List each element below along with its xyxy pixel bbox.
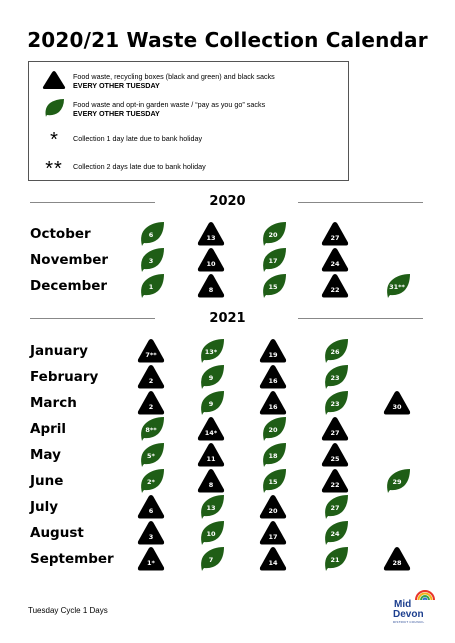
collection-day: 30	[392, 403, 402, 411]
footer-note: Tuesday Cycle 1 Days	[28, 606, 108, 615]
triangle-icon	[259, 494, 287, 520]
collection-day: 17	[268, 533, 278, 541]
collection-day: 2	[148, 377, 154, 385]
leaf-icon	[321, 390, 349, 416]
triangle-icon	[197, 273, 225, 299]
leaf-icon	[259, 247, 287, 273]
page-title: 2020/21 Waste Collection Calendar	[27, 28, 428, 52]
collection-day: 7**	[145, 351, 157, 359]
triangle-icon	[137, 494, 165, 520]
collection-day: 14	[268, 559, 278, 567]
leaf-icon	[197, 494, 225, 520]
leaf-icon	[137, 247, 165, 273]
triangle-icon	[321, 273, 349, 299]
collection-day: 15	[268, 283, 278, 291]
collection-day: 1*	[147, 559, 155, 567]
triangle-icon	[321, 416, 349, 442]
triangle-icon	[321, 221, 349, 247]
month-label: October	[30, 226, 91, 242]
triangle-icon	[137, 390, 165, 416]
leaf-icon	[197, 520, 225, 546]
collection-day: 3	[148, 533, 154, 541]
triangle-icon	[137, 338, 165, 364]
collection-day: 6	[148, 507, 154, 515]
month-label: January	[30, 343, 88, 359]
collection-day: 14*	[204, 429, 218, 437]
leaf-icon	[259, 416, 287, 442]
collection-day: 20	[268, 507, 278, 515]
triangle-icon	[137, 364, 165, 390]
collection-day: 9	[208, 374, 214, 382]
leaf-icon	[37, 98, 71, 122]
triangle-icon	[259, 338, 287, 364]
collection-day: 8	[208, 481, 214, 489]
collection-day: 13	[206, 504, 216, 512]
triangle-icon	[197, 416, 225, 442]
collection-day: 27	[330, 429, 340, 437]
collection-day: 15	[268, 478, 278, 486]
triangle-icon	[197, 442, 225, 468]
collection-day: 10	[206, 530, 216, 538]
collection-day: 8**	[145, 426, 157, 434]
month-label: September	[30, 551, 114, 567]
collection-day: 11	[206, 455, 216, 463]
collection-day: 20	[268, 231, 278, 239]
leaf-icon	[259, 221, 287, 247]
leaf-icon	[321, 338, 349, 364]
leaf-icon	[137, 273, 165, 299]
triangle-icon	[383, 390, 411, 416]
collection-day: 23	[330, 400, 340, 408]
collection-day: 24	[330, 530, 340, 538]
collection-day: 27	[330, 504, 340, 512]
collection-day: 9	[208, 400, 214, 408]
collection-day: 22	[330, 286, 340, 294]
collection-day: 22	[330, 481, 340, 489]
collection-day: 25	[330, 455, 340, 463]
triangle-icon	[321, 442, 349, 468]
leaf-icon	[137, 221, 165, 247]
leaf-icon	[259, 273, 287, 299]
collection-day: 26	[330, 348, 340, 356]
leaf-icon	[259, 468, 287, 494]
triangle-icon	[321, 247, 349, 273]
collection-day: 2	[148, 403, 154, 411]
triangle-icon	[137, 520, 165, 546]
legend-text-triangle: Food waste, recycling boxes (black and green) and black sacks EVERY OTHER TUESDAY	[73, 72, 275, 90]
collection-day: 3	[148, 257, 154, 265]
collection-day: 6	[148, 231, 154, 239]
collection-day: 21	[330, 556, 340, 564]
triangle-icon	[259, 546, 287, 572]
triangle-icon	[137, 546, 165, 572]
leaf-icon	[321, 494, 349, 520]
triangle-icon	[197, 247, 225, 273]
month-label: July	[30, 499, 59, 515]
collection-day: 24	[330, 260, 340, 268]
collection-day: 5*	[147, 452, 155, 460]
leaf-icon	[383, 468, 411, 494]
collection-day: 19	[268, 351, 278, 359]
leaf-icon	[197, 338, 225, 364]
collection-day: 8	[208, 286, 214, 294]
collection-day: 20	[268, 426, 278, 434]
triangle-icon	[259, 520, 287, 546]
month-label: June	[30, 473, 64, 489]
asterisk-icon: *	[50, 129, 58, 151]
leaf-icon	[321, 520, 349, 546]
rainbow-icon	[414, 588, 436, 600]
leaf-icon	[197, 546, 225, 572]
collection-day: 31**	[389, 283, 405, 291]
collection-day: 29	[392, 478, 402, 486]
double-asterisk-icon: **	[45, 158, 63, 180]
collection-day: 28	[392, 559, 402, 567]
legend-text-single-asterisk: Collection 1 day late due to bank holiday	[73, 134, 203, 143]
leaf-icon	[197, 364, 225, 390]
collection-day: 27	[330, 234, 340, 242]
month-label: November	[30, 252, 109, 268]
month-label: December	[30, 278, 108, 294]
divider	[298, 318, 423, 319]
leaf-icon	[259, 442, 287, 468]
month-label: March	[30, 395, 77, 411]
legend-text-leaf: Food waste and opt-in garden waste / “pay as you go” sacks EVERY OTHER TUESDAY	[73, 100, 266, 118]
legend-box	[28, 61, 349, 181]
leaf-icon	[383, 273, 411, 299]
collection-day: 13	[206, 234, 216, 242]
collection-day: 10	[206, 260, 216, 268]
collection-day: 16	[268, 377, 278, 385]
year-heading-2021: 2021	[209, 311, 246, 326]
collection-day: 18	[268, 452, 278, 460]
collection-day: 16	[268, 403, 278, 411]
leaf-icon	[321, 546, 349, 572]
triangle-icon	[37, 70, 71, 94]
month-label: April	[30, 421, 67, 437]
collection-day: 1	[148, 283, 154, 291]
leaf-icon	[321, 364, 349, 390]
month-label: May	[30, 447, 61, 463]
divider	[298, 202, 423, 203]
leaf-icon	[137, 416, 165, 442]
triangle-icon	[259, 364, 287, 390]
triangle-icon	[197, 221, 225, 247]
collection-day: 23	[330, 374, 340, 382]
triangle-icon	[321, 468, 349, 494]
collection-day: 2*	[147, 478, 155, 486]
collection-day: 7	[208, 556, 214, 564]
council-logo: Mid Devon DISTRICT COUNCIL	[390, 588, 440, 624]
leaf-icon	[197, 390, 225, 416]
collection-day: 13*	[204, 348, 218, 356]
triangle-icon	[383, 546, 411, 572]
year-heading-2020: 2020	[209, 194, 246, 209]
leaf-icon	[137, 442, 165, 468]
month-label: August	[30, 525, 84, 541]
leaf-icon	[137, 468, 165, 494]
collection-day: 17	[268, 257, 278, 265]
legend-text-double-asterisk: Collection 2 days late due to bank holiday	[73, 162, 206, 171]
triangle-icon	[197, 468, 225, 494]
month-label: February	[30, 369, 99, 385]
triangle-icon	[259, 390, 287, 416]
